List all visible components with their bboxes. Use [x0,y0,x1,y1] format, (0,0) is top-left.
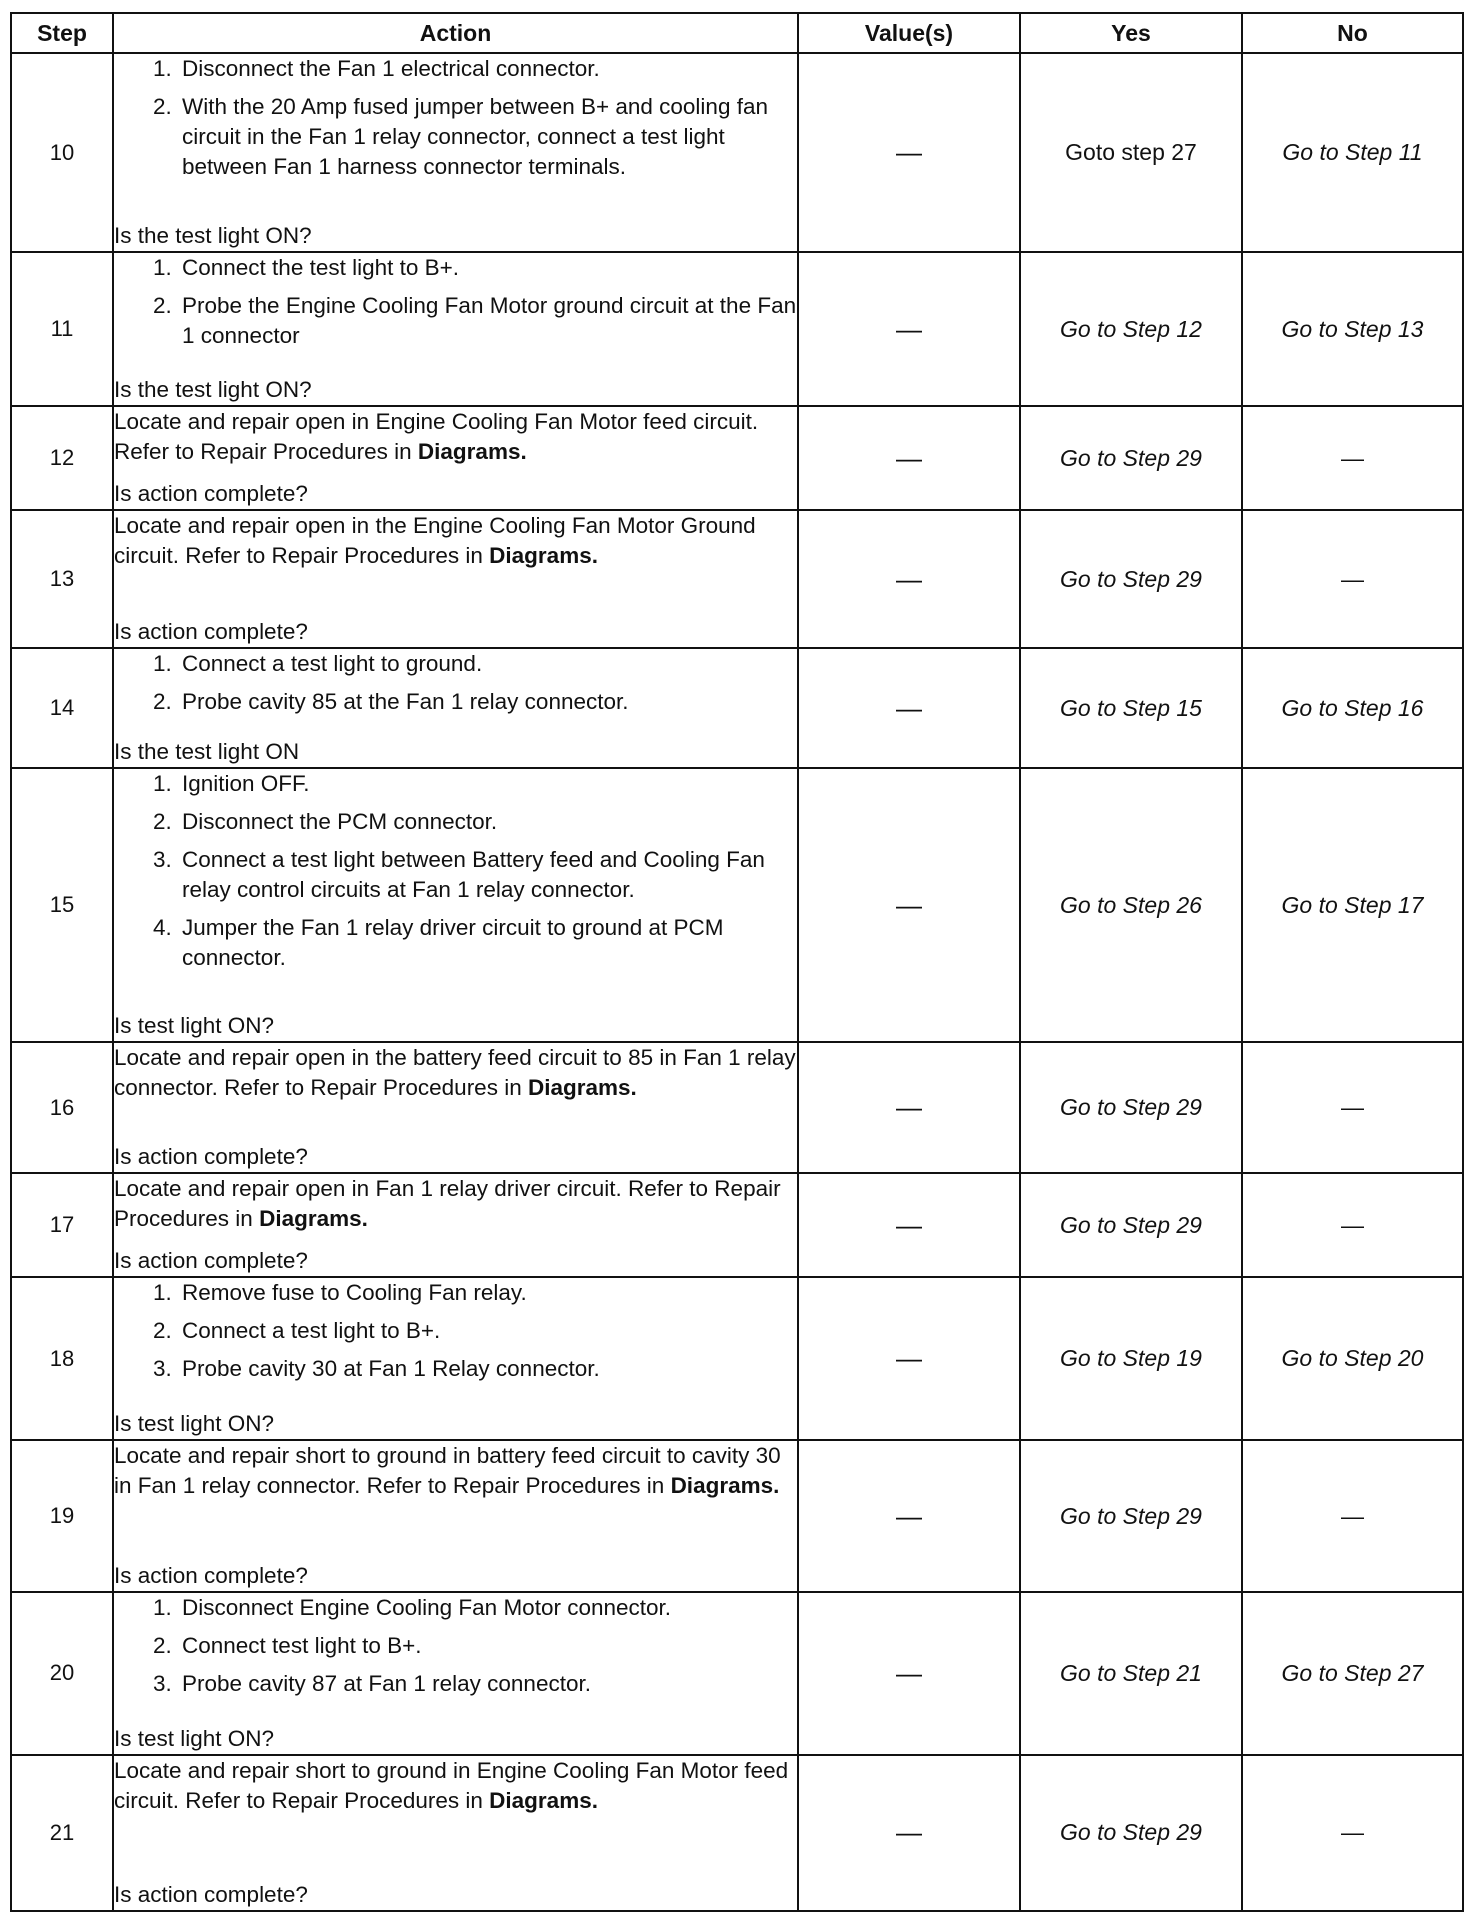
action-step-item: 3. Probe cavity 30 at Fan 1 Relay connector. [178,1354,797,1384]
action-content [114,649,797,767]
action-steps-list [114,649,797,717]
yes-cell: Go to Step 29 [1020,1042,1242,1173]
diagrams-reference: Diagrams. [527,1074,637,1100]
action-instruction: Locate and repair open in Fan 1 relay driver circuit. Refer to Repair Procedures in [114,1176,781,1232]
action-step-item: 1. Remove fuse to Cooling Fan relay. [178,1278,797,1308]
value-cell: — [798,1173,1020,1277]
action-content [114,1593,797,1754]
action-step-item: 1. Connect the test light to B+. [178,253,797,283]
action-instruction: Locate and repair open in the Engine Cooling Fan Motor Ground circuit. Refer to Repair Procedures in [114,513,756,569]
yes-cell: Go to Step 21 [1020,1592,1242,1755]
action-steps-list [114,54,797,182]
action-instruction: Locate and repair open in Engine Cooling Fan Motor feed circuit. Refer to Repair Procedures in [114,409,759,465]
yes-cell: Go to Step 29 [1020,510,1242,648]
action-cell [113,406,798,510]
action-steps-list [114,253,797,351]
step-number: 15 [11,768,113,1042]
step-number: 20 [11,1592,113,1755]
action-instruction: Locate and repair short to ground in Engine Cooling Fan Motor feed circuit. Refer to Repair Procedures in [114,1757,789,1813]
table-row [11,1755,1463,1911]
header-yes: Yes [1020,13,1242,53]
action-step-item: 2. With the 20 Amp fused jumper between B+ and cooling fan circuit in the Fan 1 relay connector, connect a test light between Fan 1 harness connector terminals. [178,92,797,182]
diagnostic-table [10,12,1464,1912]
table-row [11,53,1463,252]
yes-cell: Go to Step 12 [1020,252,1242,406]
step-number: 19 [11,1440,113,1592]
header-action: Action [113,13,798,53]
no-cell: Go to Step 27 [1242,1592,1463,1755]
diagrams-reference: Diagrams. [489,1787,598,1813]
action-cell [113,1592,798,1755]
action-cell [113,1042,798,1173]
table-row [11,406,1463,510]
header-step: Step [11,13,113,53]
action-step-item: 1. Disconnect the Fan 1 electrical connector. [178,54,797,84]
table-row [11,1042,1463,1173]
no-cell: — [1242,1042,1463,1173]
action-content [114,511,797,647]
action-question: Is action complete? [114,481,308,507]
action-steps-list [114,769,797,973]
action-step-item: 2. Disconnect the PCM connector. [178,807,797,837]
action-question: Is action complete? [114,1248,308,1274]
diagrams-reference: Diagrams. [670,1473,780,1499]
no-cell: Go to Step 17 [1242,768,1463,1042]
action-question: Is test light ON? [114,1725,275,1751]
table-row [11,1592,1463,1755]
value-cell: — [798,1592,1020,1755]
yes-cell: Goto step 27 [1020,53,1242,252]
action-step-item: 2. Connect test light to B+. [178,1631,797,1661]
yes-cell: Go to Step 29 [1020,1173,1242,1277]
table-row [11,1173,1463,1277]
step-number: 17 [11,1173,113,1277]
action-question: Is test light ON? [114,1411,275,1437]
step-number: 12 [11,406,113,510]
action-cell [113,768,798,1042]
value-cell: — [798,1755,1020,1911]
value-cell: — [798,53,1020,252]
action-question: Is the test light ON [114,739,300,765]
no-cell: Go to Step 13 [1242,252,1463,406]
diagrams-reference: Diagrams. [259,1206,368,1232]
value-cell: — [798,1277,1020,1440]
action-question: Is action complete? [114,1882,308,1907]
no-cell: — [1242,1755,1463,1911]
yes-cell: Go to Step 29 [1020,1755,1242,1911]
action-step-item: 2. Probe the Engine Cooling Fan Motor ground circuit at the Fan 1 connector [178,291,797,351]
action-content [114,253,797,405]
table-row [11,648,1463,768]
header-no: No [1242,13,1463,53]
step-number: 18 [11,1277,113,1440]
action-step-item: 3. Probe cavity 87 at Fan 1 relay connector. [178,1669,797,1699]
action-steps-list [114,1593,797,1699]
action-text [114,1174,797,1234]
value-cell: — [798,1440,1020,1592]
action-cell [113,510,798,648]
action-step-item: 1. Ignition OFF. [178,769,797,799]
table-row [11,1277,1463,1440]
action-cell [113,648,798,768]
no-cell: — [1242,406,1463,510]
value-cell: — [798,252,1020,406]
header-values: Value(s) [798,13,1020,53]
table-row [11,768,1463,1042]
table-body [11,53,1463,1911]
action-text [114,1756,797,1816]
value-cell: — [798,406,1020,510]
table-row [11,252,1463,406]
value-cell: — [798,510,1020,648]
action-content [114,54,797,251]
step-number: 11 [11,252,113,406]
action-step-item: 2. Probe cavity 85 at the Fan 1 relay connector. [178,687,797,717]
action-cell [113,1277,798,1440]
action-question: Is the test light ON? [114,377,312,403]
action-step-item: 2. Connect a test light to B+. [178,1316,797,1346]
action-content [114,769,797,1041]
action-question: Is test light ON? [114,1012,275,1038]
step-number: 10 [11,53,113,252]
no-cell: — [1242,1173,1463,1277]
yes-cell: Go to Step 29 [1020,406,1242,510]
yes-cell: Go to Step 26 [1020,768,1242,1042]
action-question: Is action complete? [114,619,308,645]
step-number: 13 [11,510,113,648]
value-cell: — [798,1042,1020,1173]
header-row [11,13,1463,53]
action-step-item: 4. Jumper the Fan 1 relay driver circuit to ground at PCM connector. [178,913,797,973]
table-row [11,510,1463,648]
action-step-item: 1. Disconnect Engine Cooling Fan Motor connector. [178,1593,797,1623]
action-text [114,1043,797,1103]
action-instruction: Locate and repair short to ground in battery feed circuit to cavity 30 in Fan 1 relay connector. Refer to Repair Procedures in [114,1443,781,1499]
no-cell: — [1242,510,1463,648]
action-cell [113,252,798,406]
action-text [114,511,797,571]
no-cell: Go to Step 20 [1242,1277,1463,1440]
action-content [114,1278,797,1439]
no-cell: Go to Step 16 [1242,648,1463,768]
action-question: Is action complete? [114,1144,308,1170]
step-number: 16 [11,1042,113,1173]
action-content [114,1441,797,1591]
action-step-item: 1. Connect a test light to ground. [178,649,797,679]
action-text [114,1441,797,1501]
step-number: 21 [11,1755,113,1911]
value-cell: — [798,768,1020,1042]
diagrams-reference: Diagrams. [417,439,527,465]
action-step-item: 3. Connect a test light between Battery feed and Cooling Fan relay control circuits at Fan 1 relay connector. [178,845,797,905]
no-cell: Go to Step 11 [1242,53,1463,252]
action-cell [113,1755,798,1911]
no-cell: — [1242,1440,1463,1592]
action-text [114,407,797,467]
action-steps-list [114,1278,797,1384]
action-instruction: Locate and repair open in the battery feed circuit to 85 in Fan 1 relay connector. Refer to Repair Procedures in [114,1044,796,1100]
value-cell: — [798,648,1020,768]
step-number: 14 [11,648,113,768]
action-content [114,1174,797,1276]
action-question: Is action complete? [114,1562,308,1588]
yes-cell: Go to Step 19 [1020,1277,1242,1440]
yes-cell: Go to Step 15 [1020,648,1242,768]
action-cell [113,53,798,252]
diagrams-reference: Diagrams. [489,543,598,569]
action-content [114,407,797,509]
action-cell [113,1440,798,1592]
action-cell [113,1173,798,1277]
yes-cell: Go to Step 29 [1020,1440,1242,1592]
action-content [114,1756,797,1910]
action-question: Is the test light ON? [114,223,312,249]
action-content [114,1043,797,1172]
table-row [11,1440,1463,1592]
